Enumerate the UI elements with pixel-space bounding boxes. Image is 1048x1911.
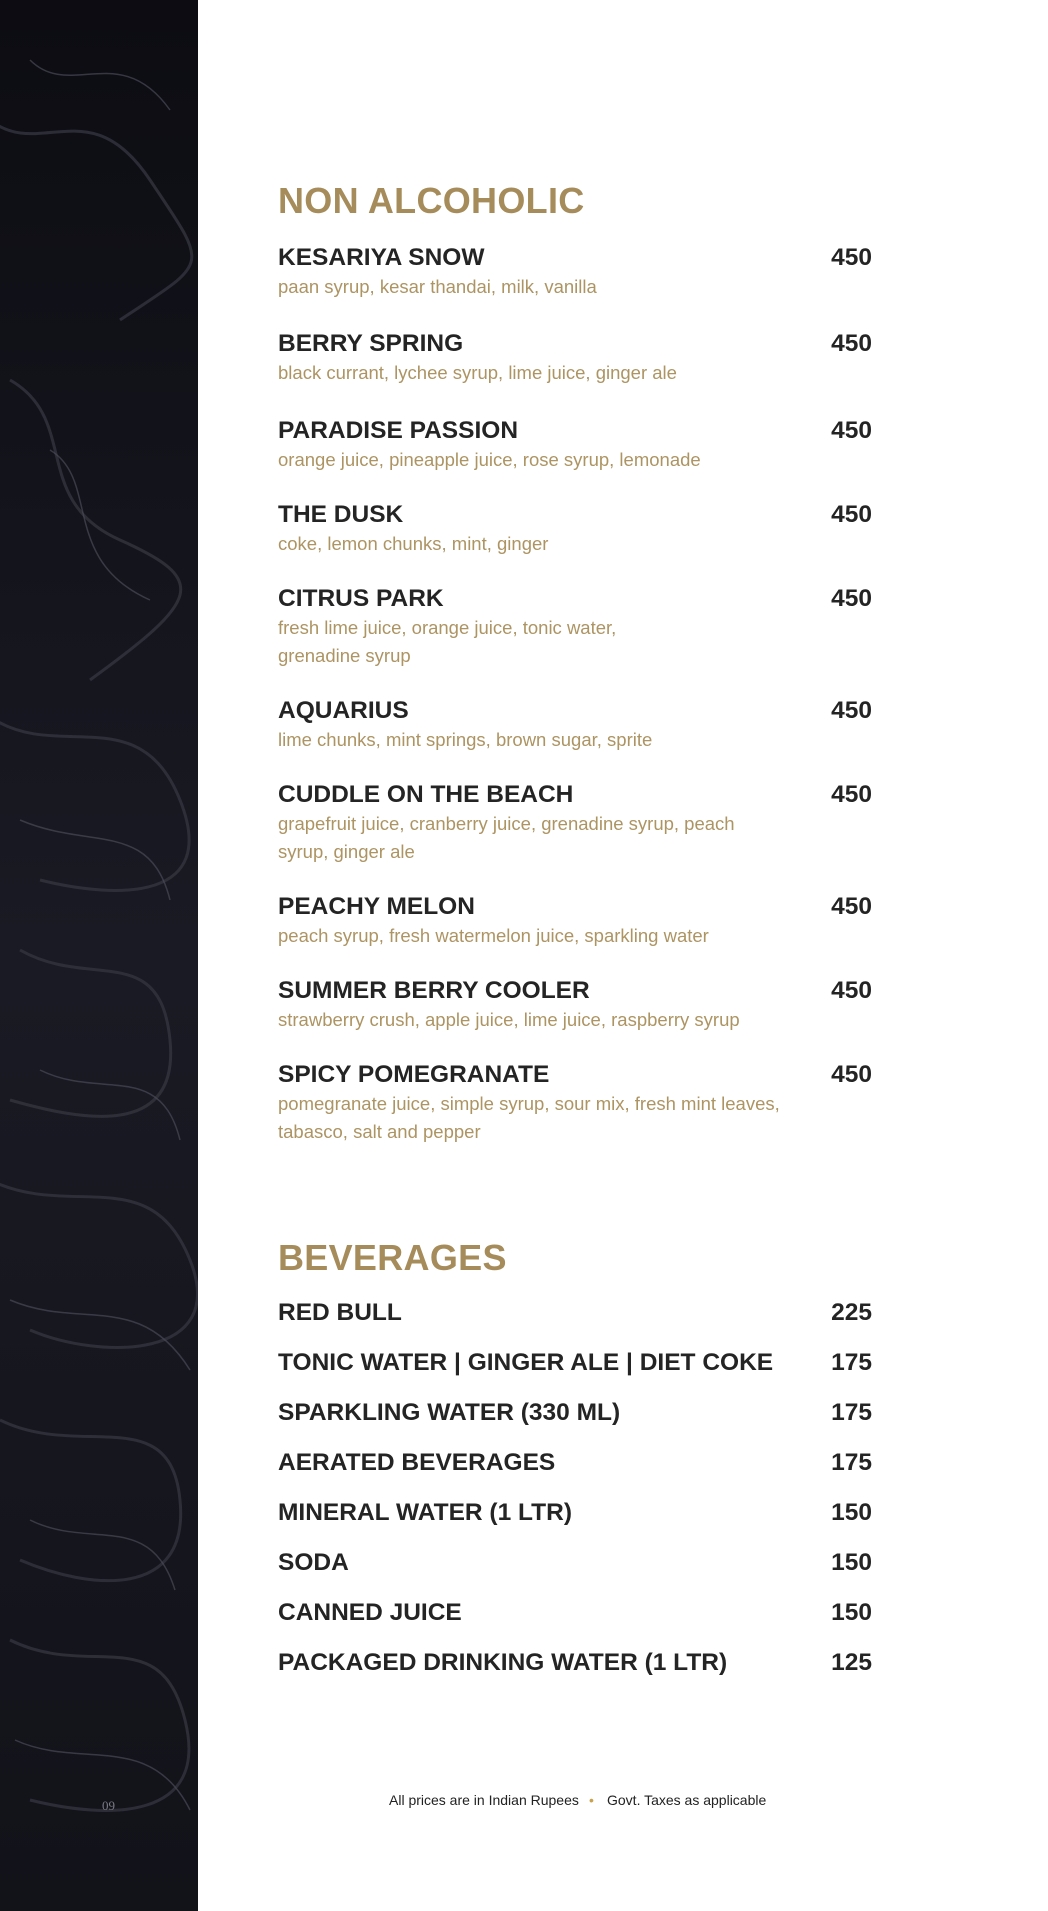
section-title-beverages: BEVERAGES <box>278 1237 507 1278</box>
footer-currency-note: All prices are in Indian Rupees <box>389 1792 579 1808</box>
item-name: CANNED JUICE <box>278 1599 462 1626</box>
item-description: paan syrup, kesar thandai, milk, vanilla <box>278 276 597 297</box>
item-price: 450 <box>831 697 872 724</box>
item-price: 450 <box>831 244 872 271</box>
marble-sidebar <box>0 0 198 1911</box>
item-description: orange juice, pineapple juice, rose syrup, lemonade <box>278 449 701 470</box>
item-name: THE DUSK <box>278 501 404 528</box>
menu-item <box>278 696 872 754</box>
item-description: pomegranate juice, simple syrup, sour mix, fresh mint leaves, tabasco, salt and pepper <box>278 1093 780 1142</box>
menu-item <box>278 584 872 670</box>
menu-item <box>278 1648 872 1678</box>
menu-item <box>278 1060 872 1146</box>
item-price: 175 <box>831 1449 872 1476</box>
item-price: 450 <box>831 585 872 612</box>
item-name: AERATED BEVERAGES <box>278 1449 556 1476</box>
item-price: 450 <box>831 893 872 920</box>
item-name: SPARKLING WATER (330 ML) <box>278 1399 621 1426</box>
item-price: 175 <box>831 1349 872 1376</box>
item-name: MINERAL WATER (1 LTR) <box>278 1499 572 1526</box>
item-price: 450 <box>831 330 872 357</box>
item-price: 125 <box>831 1649 872 1676</box>
item-name: SPICY POMEGRANATE <box>278 1061 550 1088</box>
item-description: grapefruit juice, cranberry juice, grenadine syrup, peach syrup, ginger ale <box>278 813 735 862</box>
item-price: 450 <box>831 417 872 444</box>
menu-item <box>278 1348 872 1378</box>
menu-item <box>278 780 872 866</box>
item-price: 150 <box>831 1549 872 1576</box>
menu-item <box>278 416 872 474</box>
menu-item <box>278 243 872 301</box>
menu-item <box>278 892 872 950</box>
menu-item <box>278 1398 872 1428</box>
item-description: lime chunks, mint springs, brown sugar, sprite <box>278 729 653 750</box>
item-name: TONIC WATER | GINGER ALE | DIET COKE <box>278 1349 774 1376</box>
menu-item <box>278 1598 872 1628</box>
item-name: BERRY SPRING <box>278 330 464 357</box>
item-price: 450 <box>831 781 872 808</box>
menu-item <box>278 329 872 387</box>
item-description: strawberry crush, apple juice, lime juice, raspberry syrup <box>278 1009 740 1030</box>
item-price: 450 <box>831 977 872 1004</box>
menu-item <box>278 1298 872 1328</box>
menu-item <box>278 1498 872 1528</box>
item-name: CITRUS PARK <box>278 585 444 612</box>
item-price: 150 <box>831 1499 872 1526</box>
item-price: 450 <box>831 1061 872 1088</box>
item-name: SUMMER BERRY COOLER <box>278 977 590 1004</box>
item-description: black currant, lychee syrup, lime juice, ginger ale <box>278 362 677 383</box>
item-name: SODA <box>278 1549 349 1576</box>
item-price: 450 <box>831 501 872 528</box>
menu-item <box>278 976 872 1034</box>
item-description: fresh lime juice, orange juice, tonic water, grenadine syrup <box>278 617 617 666</box>
menu-item <box>278 500 872 558</box>
item-description: coke, lemon chunks, mint, ginger <box>278 533 549 554</box>
item-price: 150 <box>831 1599 872 1626</box>
menu-item <box>278 1548 872 1578</box>
item-name: AQUARIUS <box>278 697 409 724</box>
item-name: PACKAGED DRINKING WATER (1 LTR) <box>278 1649 728 1676</box>
item-name: KESARIYA SNOW <box>278 244 485 271</box>
item-description: peach syrup, fresh watermelon juice, sparkling water <box>278 925 709 946</box>
item-price: 225 <box>831 1299 872 1326</box>
section-title-non-alcoholic: NON ALCOHOLIC <box>278 180 585 221</box>
item-name: PEACHY MELON <box>278 893 475 920</box>
menu-item <box>278 1448 872 1478</box>
page-number: 09 <box>102 1798 115 1813</box>
item-name: CUDDLE ON THE BEACH <box>278 781 574 808</box>
item-name: PARADISE PASSION <box>278 417 519 444</box>
footer-tax-note: Govt. Taxes as applicable <box>607 1792 767 1808</box>
marble-texture <box>0 0 198 1911</box>
item-price: 175 <box>831 1399 872 1426</box>
footer-separator: • <box>589 1792 594 1808</box>
item-name: RED BULL <box>278 1299 402 1326</box>
